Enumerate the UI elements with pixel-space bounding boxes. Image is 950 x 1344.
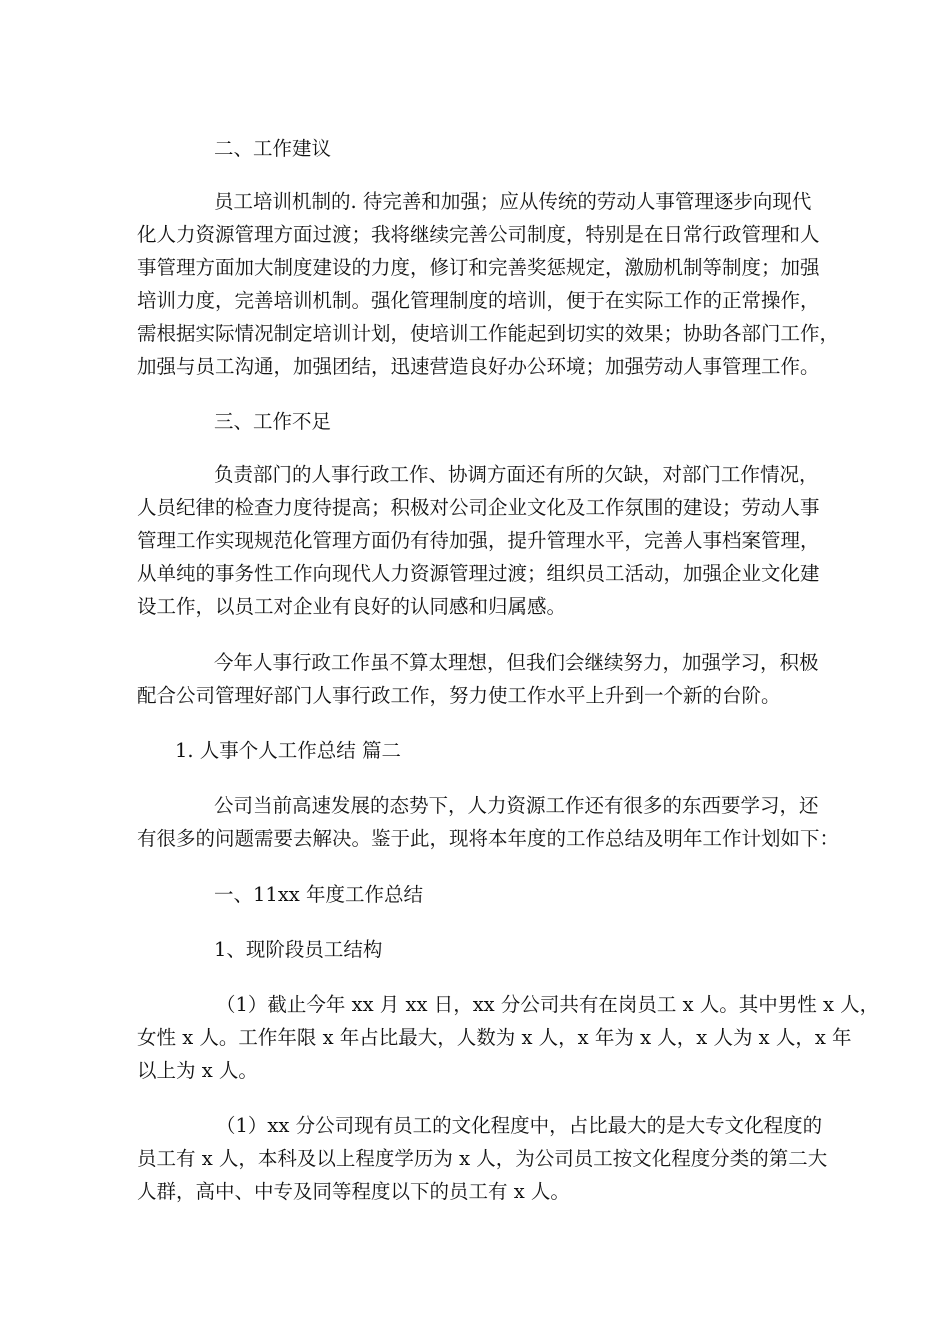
paragraph-line: 人员纪律的检查力度待提高；积极对公司企业文化及工作氛围的建设；劳动人事 xyxy=(137,496,820,519)
paragraph-line: 事管理方面加大制度建设的力度，修订和完善奖惩规定，激励机制等制度；加强 xyxy=(137,256,820,279)
paragraph-line: 公司当前高速发展的态势下，人力资源工作还有很多的东西要学习，还 xyxy=(214,794,819,817)
paragraph-line: 员工培训机制的. 待完善和加强；应从传统的劳动人事管理逐步向现代 xyxy=(214,190,812,213)
paragraph-line: （1）截止今年 xx 月 xx 日，xx 分公司共有在岗员工 x 人。其中男性 x 人， xyxy=(216,993,880,1016)
paragraph-line: 员工有 x 人，本科及以上程度学历为 x 人，为公司员工按文化程度分类的第二大 xyxy=(137,1147,828,1170)
paragraph-line: 培训力度，完善培训机制。强化管理制度的培训，便于在实际工作的正常操作， xyxy=(137,289,820,312)
paragraph-line: 以上为 x 人。 xyxy=(137,1059,258,1082)
article-title: 1. 人事个人工作总结 篇二 xyxy=(175,739,402,762)
paragraph-line: 需根据实际情况制定培训计划，使培训工作能起到切实的效果；协助各部门工作， xyxy=(137,322,840,345)
paragraph-line: 从单纯的事务性工作向现代人力资源管理过渡；组织员工活动，加强企业文化建 xyxy=(137,562,820,585)
paragraph-line: 管理工作实现规范化管理方面仍有待加强，提升管理水平，完善人事档案管理， xyxy=(137,529,820,552)
paragraph-line: 有很多的问题需要去解决。鉴于此，现将本年度的工作总结及明年工作计划如下： xyxy=(137,827,840,850)
paragraph-line: 加强与员工沟通，加强团结，迅速营造良好办公环境；加强劳动人事管理工作。 xyxy=(137,355,820,378)
subsection-heading: 1、现阶段员工结构 xyxy=(214,938,383,961)
paragraph-line: 负责部门的人事行政工作、协调方面还有所的欠缺，对部门工作情况， xyxy=(214,463,819,486)
section-heading: 二、工作建议 xyxy=(214,137,332,160)
paragraph-line: 女性 x 人。工作年限 x 年占比最大，人数为 x 人，x 年为 x 人，x 人为 x 人，x 年 xyxy=(137,1026,852,1049)
paragraph-line: 人群，高中、中专及同等程度以下的员工有 x 人。 xyxy=(137,1180,570,1203)
paragraph-line: 设工作，以员工对企业有良好的认同感和归属感。 xyxy=(137,595,567,618)
section-heading: 三、工作不足 xyxy=(214,410,332,433)
paragraph-line: 今年人事行政工作虽不算太理想，但我们会继续努力，加强学习，积极 xyxy=(214,651,819,674)
paragraph-line: 配合公司管理好部门人事行政工作，努力使工作水平上升到一个新的台阶。 xyxy=(137,684,781,707)
paragraph-line: 化人力资源管理方面过渡；我将继续完善公司制度，特别是在日常行政管理和人 xyxy=(137,223,820,246)
paragraph-line: （1）xx 分公司现有员工的文化程度中，占比最大的是大专文化程度的 xyxy=(216,1114,823,1137)
section-heading: 一、11xx 年度工作总结 xyxy=(214,883,424,906)
